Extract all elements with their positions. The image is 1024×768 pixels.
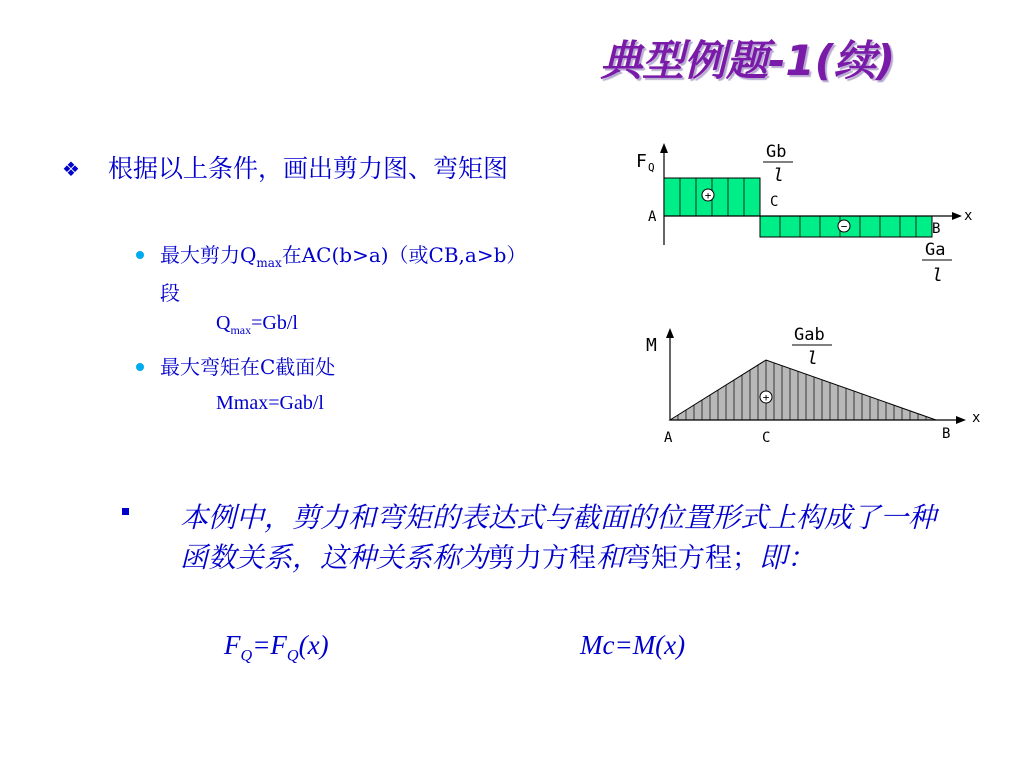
qmax-formula: [216, 312, 298, 338]
shear-x-arrow-icon: [952, 212, 962, 220]
square-bullet-icon: [122, 508, 129, 515]
explanation-text-3: 即：: [759, 541, 816, 574]
shear-eq-mid: =F: [252, 630, 287, 660]
shear-eq-f: F: [224, 630, 241, 660]
shear-eq-end: (x): [298, 630, 329, 660]
moment-y-arrow-icon: [666, 328, 674, 338]
sub-item-max-shear: [160, 240, 530, 308]
shear-minus-label: −: [840, 220, 848, 233]
explanation-text-1: 本例中，剪力和弯矩的表达式与截面的位置形式上构成了一种函数关系，这种关系称为: [180, 501, 937, 574]
moment-equation-term: 弯矩方程；: [624, 543, 760, 574]
shear-eq-sub-left: Q: [240, 646, 253, 665]
page-title: 典型例题-1(续): [600, 36, 896, 85]
shear-y-arrow-icon: [660, 143, 668, 153]
shear-bottom-numerator: Ga: [925, 240, 946, 260]
qmax-formula-pre: Q: [216, 312, 231, 334]
moment-x-label: x: [972, 410, 981, 426]
moment-equation: Mc=M(x): [580, 630, 686, 660]
shear-top-numerator: Gb: [766, 142, 787, 162]
moment-top-numerator: Gab: [794, 325, 825, 345]
bullet-dot-icon: [136, 363, 144, 371]
shear-equation: [224, 630, 329, 665]
shear-point-b: B: [932, 221, 941, 237]
explanation-paragraph: [180, 498, 960, 579]
moment-point-b: B: [942, 426, 951, 442]
moment-top-denominator: l: [807, 348, 818, 369]
shear-plus-label: +: [704, 189, 712, 202]
sub-item-max-shear-pre: 最大剪力Q: [160, 243, 257, 267]
shear-top-denominator: l: [773, 165, 784, 186]
bullet-dot-icon: [136, 251, 144, 259]
moment-axis-label: M: [646, 335, 657, 356]
shear-x-label: x: [964, 208, 973, 224]
bending-moment-diagram: [640, 318, 990, 458]
shear-axis-label-sub: Q: [648, 161, 655, 174]
qmax-formula-sub: max: [230, 323, 252, 337]
explanation-text-2: 和: [596, 541, 625, 574]
sub-item-max-moment: [160, 352, 530, 382]
sub-item-max-shear-sub: max: [256, 256, 282, 270]
moment-point-a: A: [664, 430, 673, 446]
moment-point-c: C: [762, 430, 771, 446]
shear-bottom-denominator: l: [932, 265, 943, 286]
shear-axis-label: F: [636, 151, 647, 172]
mmax-formula: Mmax=Gab/l: [216, 392, 324, 414]
moment-plus-label: +: [762, 391, 770, 404]
moment-x-arrow-icon: [956, 416, 966, 424]
main-bullet-text: 根据以上条件，画出剪力图、弯矩图: [108, 154, 509, 183]
shear-point-a: A: [648, 209, 657, 225]
shear-equation-term: 剪力方程: [488, 543, 597, 574]
shear-eq-sub-right: Q: [286, 646, 299, 665]
main-bullet: [62, 150, 542, 188]
shear-point-c: C: [770, 194, 779, 210]
sub-item-max-shear-post: 在AC(b>a)（或CB,a>b）段: [160, 243, 527, 305]
diamond-bullet-icon: ❖: [62, 157, 80, 181]
sub-item-max-moment-text: 最大弯矩在C截面处: [160, 355, 336, 379]
qmax-formula-post: =Gb/l: [251, 312, 298, 334]
shear-force-diagram: [630, 135, 990, 295]
